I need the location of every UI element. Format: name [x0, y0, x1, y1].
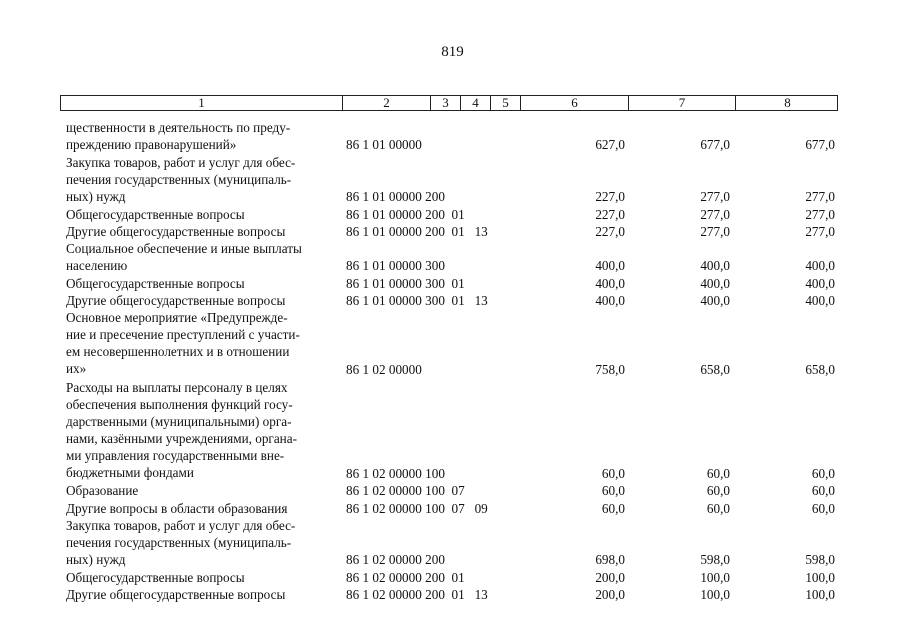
- row-value-col6: 227,0: [595, 223, 625, 239]
- header-col-5: 5: [490, 96, 520, 110]
- row-value-col6: 698,0: [595, 552, 625, 568]
- row-value-col8: 277,0: [805, 206, 835, 222]
- header-col-7: 7: [628, 96, 735, 110]
- row-value-col7: 60,0: [706, 483, 730, 499]
- description-line: Социальное обеспечение и иные выплаты: [66, 241, 302, 257]
- row-value-col6: 60,0: [601, 466, 625, 481]
- table-row: [0, 292, 905, 309]
- table-row: [0, 379, 905, 483]
- row-description: [66, 309, 336, 377]
- row-value-col6: 227,0: [595, 206, 625, 222]
- row-code: 86 1 02 00000 100: [346, 466, 445, 481]
- header-col-4: 4: [460, 96, 490, 110]
- row-value-col6: 400,0: [595, 293, 625, 308]
- row-value-col7: 400,0: [700, 275, 730, 291]
- description-line: Общегосударственные вопросы: [66, 569, 245, 585]
- row-description: [66, 206, 336, 223]
- row-value-col6: 400,0: [595, 275, 625, 291]
- row-description: [66, 292, 336, 309]
- row-value-col6: 200,0: [595, 569, 625, 585]
- description-line: печения государственных (муниципаль-: [66, 534, 292, 550]
- header-col-6: 6: [520, 96, 628, 110]
- row-value-col8: 60,0: [811, 466, 835, 481]
- row-code: 86 1 01 00000 200 01: [346, 206, 465, 222]
- row-value-col6: 758,0: [595, 362, 625, 378]
- row-code: 86 1 01 00000 300 01: [346, 275, 465, 291]
- page-number: 819: [441, 44, 464, 60]
- row-value-col6: 227,0: [595, 189, 625, 205]
- row-code: 86 1 02 00000 100 07 09: [346, 500, 488, 516]
- description-line: Общегосударственные вопросы: [66, 206, 245, 222]
- row-code: 86 1 02 00000 200 01: [346, 569, 465, 585]
- row-value-col6: 60,0: [601, 500, 625, 516]
- table-row: [0, 240, 905, 275]
- description-line: Другие общегосударственные вопросы: [66, 587, 286, 603]
- description-line: ми управления государственными вне-: [66, 447, 285, 463]
- row-value-col7: 277,0: [700, 206, 730, 222]
- row-value-col8: 60,0: [811, 500, 835, 516]
- description-line: ние и пресечение преступлений с участи-: [66, 327, 300, 343]
- row-value-col7: 100,0: [700, 587, 730, 603]
- row-value-col8: 60,0: [811, 483, 835, 499]
- header-col-2: 2: [342, 96, 430, 110]
- table-row: [0, 275, 905, 292]
- row-description: [66, 154, 336, 205]
- row-description: [66, 275, 336, 292]
- row-value-col7: 277,0: [700, 223, 730, 239]
- row-value-col7: 60,0: [706, 466, 730, 481]
- row-value-col8: 598,0: [805, 552, 835, 568]
- table-row: [0, 517, 905, 569]
- table-row: [0, 482, 905, 499]
- row-value-col7: 400,0: [700, 293, 730, 308]
- row-code: 86 1 01 00000 300: [346, 258, 445, 274]
- description-line: Закупка товаров, работ и услуг для обес-: [66, 517, 296, 533]
- description-line: преждению правонарушений»: [66, 137, 237, 152]
- description-line: Общегосударственные вопросы: [66, 275, 245, 291]
- row-value-col7: 100,0: [700, 569, 730, 585]
- description-line: печения государственных (муниципаль-: [66, 171, 292, 187]
- table-row: [0, 206, 905, 223]
- row-value-col8: 400,0: [805, 275, 835, 291]
- description-line: щественности в деятельность по преду-: [66, 120, 291, 135]
- row-value-col7: 677,0: [700, 137, 730, 153]
- description-line: Другие вопросы в области образования: [66, 500, 288, 516]
- table-row: [0, 119, 905, 154]
- row-description: [66, 240, 336, 274]
- description-line: Другие общегосударственные вопросы: [66, 293, 286, 308]
- row-value-col8: 100,0: [805, 569, 835, 585]
- header-col-8: 8: [735, 96, 839, 110]
- row-value-col6: 627,0: [595, 137, 625, 153]
- description-line: Закупка товаров, работ и услуг для обес-: [66, 154, 296, 170]
- header-col-1: 1: [198, 95, 205, 110]
- description-line: Другие общегосударственные вопросы: [66, 223, 286, 239]
- row-value-col8: 277,0: [805, 189, 835, 205]
- description-line: Основное мероприятие «Предупрежде-: [66, 310, 288, 326]
- description-line: населению: [66, 258, 128, 274]
- row-code: 86 1 02 00000 200 01 13: [346, 587, 488, 603]
- table-row: [0, 586, 905, 603]
- table-row: [0, 309, 905, 378]
- row-description: [66, 500, 336, 517]
- table-row: [0, 223, 905, 240]
- table-row: [0, 569, 905, 586]
- description-line: их»: [66, 361, 87, 377]
- row-description: [66, 482, 336, 499]
- row-description: [66, 379, 336, 481]
- row-value-col6: 60,0: [601, 483, 625, 499]
- description-line: ных) нужд: [66, 188, 126, 204]
- row-description: [66, 569, 336, 586]
- row-value-col7: 598,0: [700, 552, 730, 568]
- row-code: 86 1 02 00000 100 07: [346, 483, 465, 499]
- table-row: [0, 500, 905, 517]
- table-header: [60, 95, 838, 111]
- description-line: нами, казёнными учреждениями, органа-: [66, 430, 297, 446]
- row-value-col6: 200,0: [595, 587, 625, 603]
- description-line: обеспечения выполнения функций госу-: [66, 396, 293, 412]
- row-code: 86 1 01 00000 200 01 13: [346, 223, 488, 239]
- row-description: [66, 586, 336, 603]
- row-value-col7: 60,0: [706, 500, 730, 516]
- header-col-3: 3: [430, 96, 460, 110]
- row-value-col7: 277,0: [700, 189, 730, 205]
- row-code: 86 1 02 00000 200: [346, 552, 445, 568]
- description-line: дарственными (муниципальными) орга-: [66, 413, 292, 429]
- row-value-col8: 277,0: [805, 223, 835, 239]
- row-code: 86 1 01 00000 200: [346, 189, 445, 205]
- table-row: [0, 154, 905, 206]
- description-line: Образование: [66, 483, 139, 499]
- row-value-col8: 677,0: [805, 137, 835, 153]
- row-value-col8: 400,0: [805, 258, 835, 274]
- row-value-col8: 400,0: [805, 293, 835, 308]
- row-value-col8: 658,0: [805, 362, 835, 378]
- description-line: ных) нужд: [66, 551, 126, 567]
- row-value-col7: 658,0: [700, 362, 730, 378]
- row-value-col8: 100,0: [805, 587, 835, 603]
- row-code: 86 1 01 00000: [346, 137, 422, 153]
- description-line: бюджетными фондами: [66, 464, 194, 480]
- row-description: [66, 119, 336, 153]
- row-code: 86 1 02 00000: [346, 362, 422, 378]
- row-description: [66, 517, 336, 568]
- row-code: 86 1 01 00000 300 01 13: [346, 293, 488, 308]
- row-description: [66, 223, 336, 240]
- row-value-col7: 400,0: [700, 258, 730, 274]
- row-value-col6: 400,0: [595, 258, 625, 274]
- description-line: Расходы на выплаты персоналу в целях: [66, 379, 288, 395]
- description-line: ем несовершеннолетних и в отношении: [66, 344, 290, 360]
